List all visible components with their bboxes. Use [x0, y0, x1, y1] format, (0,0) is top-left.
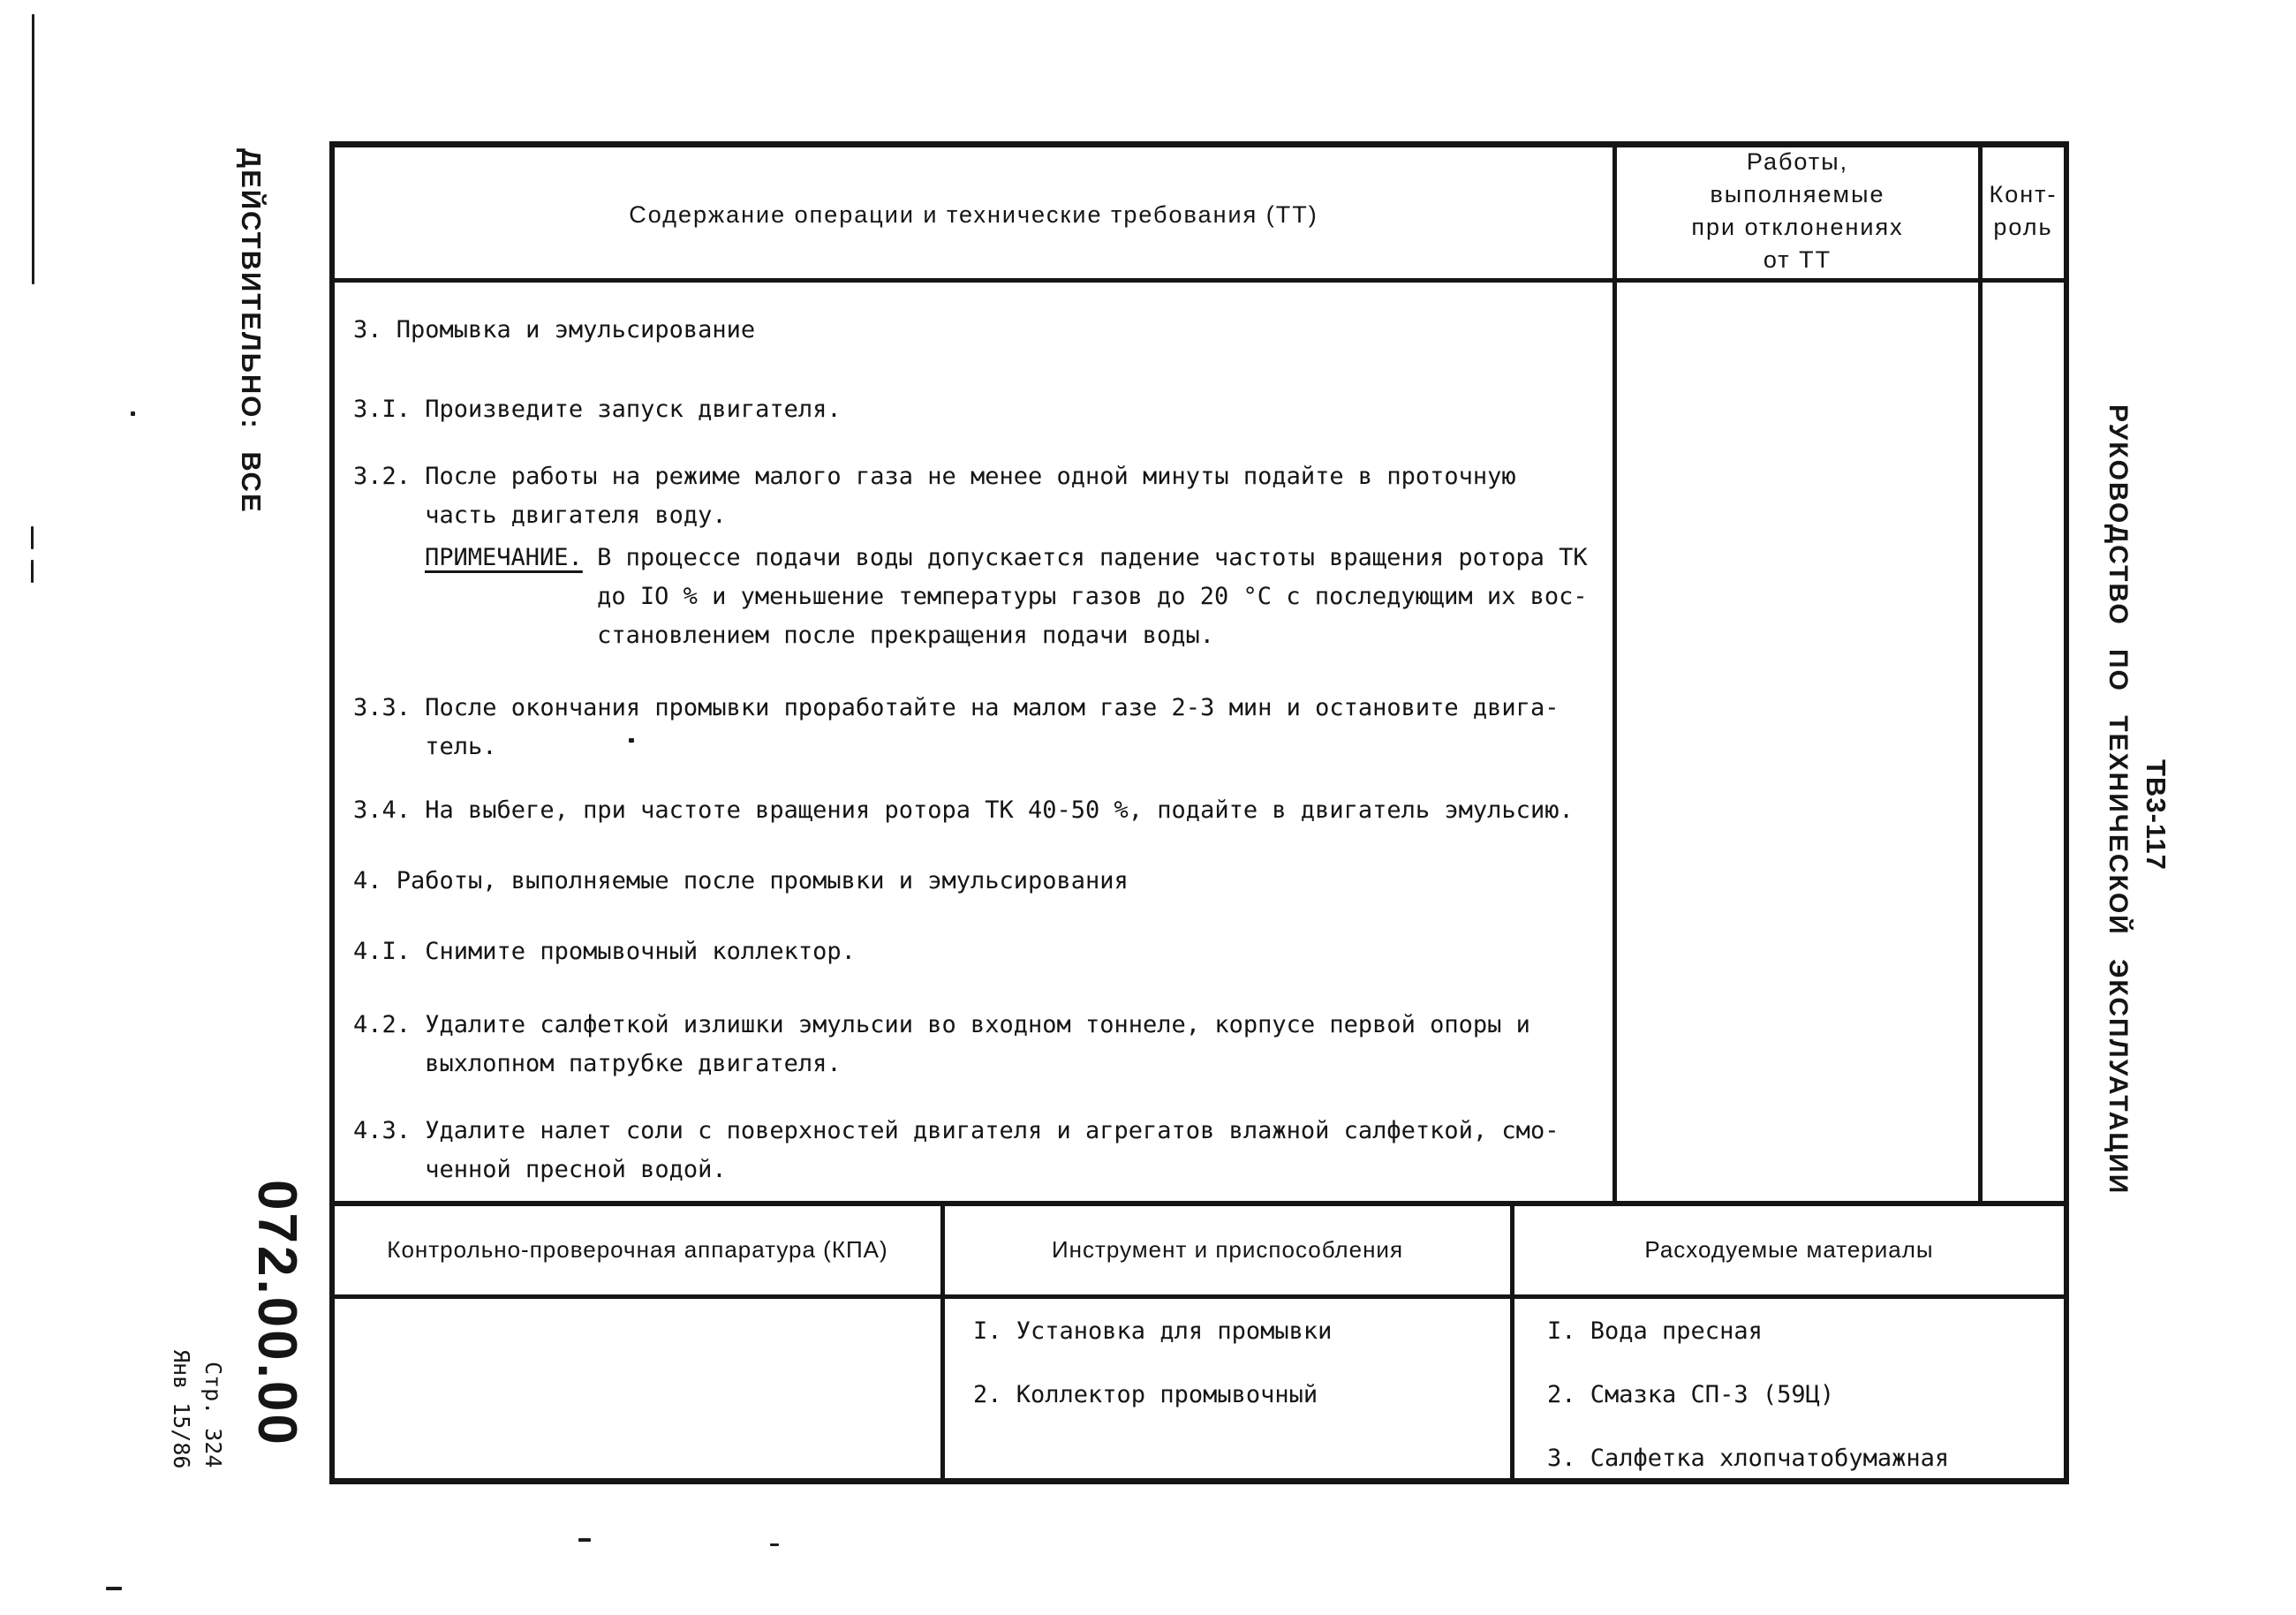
operation-paragraph: 3.3. После окончания промывки проработайте на малом газе 2-3 мин и остановите двига- тель.	[353, 694, 1560, 760]
scan-artifact	[31, 526, 34, 549]
tools-header: Инструмент и приспособления	[1051, 1236, 1404, 1263]
material-item: 3. Салфетка хлопчатобумажная	[1547, 1445, 1950, 1472]
manual-title: РУКОВОДСТВО ПО ТЕХНИЧЕСКОЙ ЭКСПЛУАТАЦИИ	[2103, 404, 2133, 1196]
note-label: ПРИМЕЧАНИЕ.	[425, 544, 583, 571]
note-paragraph: ПРИМЕЧАНИЕ. В процессе подачи воды допускается падение частоты вращения ротора ТК до IO % и уменьшение температуры газов до 20 °С с последующим их вос- становлением после прекращения подачи воды.	[425, 544, 1588, 649]
scan-artifact	[131, 411, 135, 416]
bottom-table-header-separator	[329, 1294, 2069, 1299]
operation-paragraph: 3.2. После работы на режиме малого газа не менее одной минуты подайте в проточную часть двигателя воду.	[353, 463, 1516, 529]
table-bottom-border	[329, 1478, 2069, 1484]
table-left-border	[329, 141, 335, 1484]
operation-paragraph: 3.4. На выбеге, при частоте вращения ротора ТК 40-50 %, подайте в двигатель эмульсию.	[353, 796, 1574, 824]
operation-paragraph: 4.3. Удалите налет соли с поверхностей двигателя и агрегатов влажной салфеткой, смо- ченной пресной водой.	[353, 1117, 1560, 1183]
material-item: I. Вода пресная	[1547, 1317, 1763, 1345]
deviations-control-divider	[1978, 141, 1983, 1201]
scan-artifact	[106, 1587, 122, 1590]
materials-header: Расходуемые материалы	[1644, 1236, 1934, 1263]
table-header-separator	[329, 278, 2069, 283]
scan-artifact	[770, 1543, 779, 1546]
operation-paragraph: 3. Промывка и эмульсирование	[353, 316, 756, 343]
page-number: Стр. 324	[200, 1362, 226, 1468]
column-header-control: Конт- роль	[1989, 181, 2058, 240]
material-item: 2. Смазка СП-3 (59Ц)	[1547, 1381, 1835, 1408]
scan-artifact	[629, 738, 634, 743]
engine-model-label: ТВ3-117	[2141, 759, 2171, 871]
chapter-number: 072.00.00	[246, 1180, 307, 1447]
bottom-table-top-border	[329, 1201, 2069, 1206]
operation-paragraph: 4. Работы, выполняемые после промывки и эмульсирования	[353, 867, 1129, 894]
table-right-border	[2064, 141, 2069, 1484]
scan-artifact	[31, 560, 34, 583]
revision-date: Янв 15/86	[169, 1349, 194, 1469]
tool-item: I. Установка для промывки	[973, 1317, 1333, 1345]
column-header-content: Содержание операции и технические требования (ТТ)	[629, 201, 1318, 228]
operation-paragraph: 4.2. Удалите салфеткой излишки эмульсии во входном тоннеле, корпусе первой опоры и выхлопном патрубке двигателя.	[353, 1011, 1530, 1077]
validity-note: ДЕЙСТВИТЕЛЬНО: ВСЕ	[236, 148, 267, 514]
scan-artifact	[578, 1538, 591, 1542]
column-header-deviations: Работы, выполняемые при отклонениях от ТТ	[1691, 148, 1904, 273]
operation-paragraph: 4.I. Снимите промывочный коллектор.	[353, 938, 856, 965]
operation-paragraph: 3.I. Произведите запуск двигателя.	[353, 396, 842, 423]
kpa-header: Контрольно-проверочная аппаратура (КПА)	[387, 1236, 888, 1263]
scan-artifact	[32, 14, 34, 284]
tool-item: 2. Коллектор промывочный	[973, 1381, 1318, 1408]
